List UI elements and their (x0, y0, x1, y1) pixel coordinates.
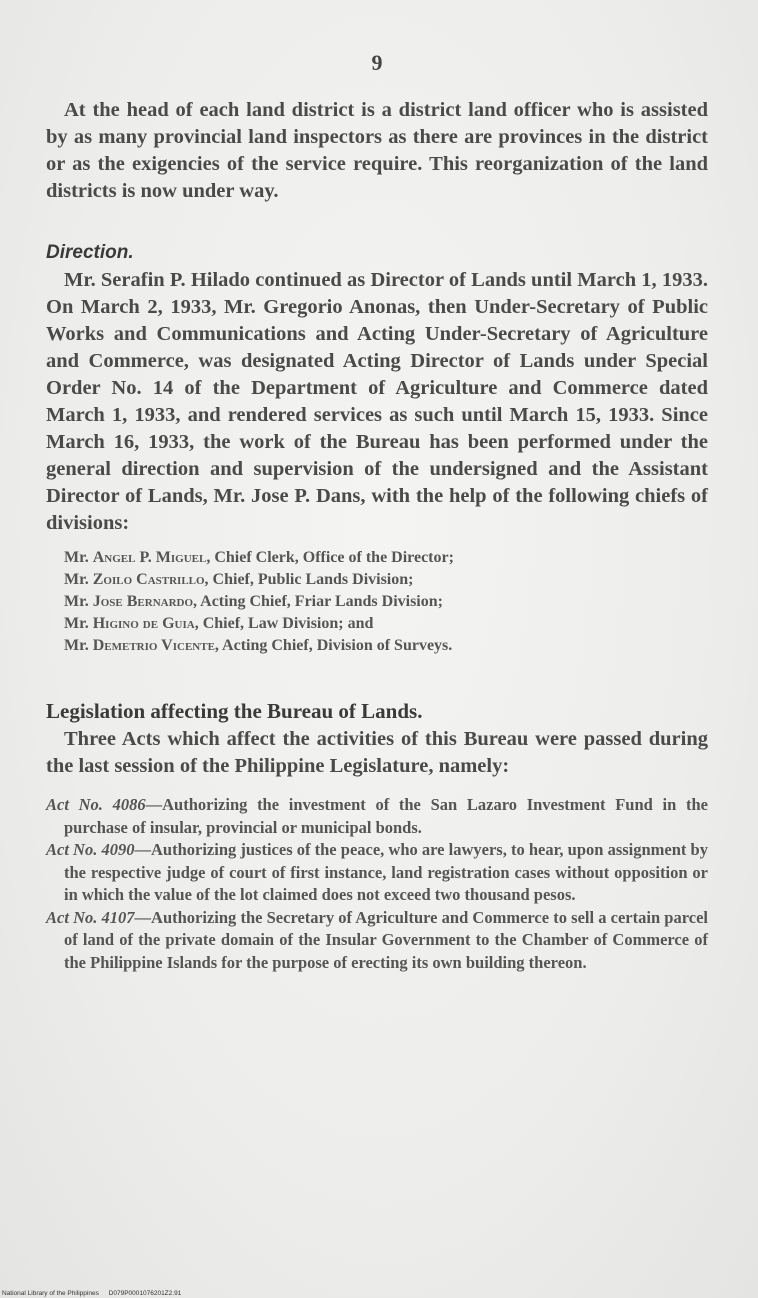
library-credit: National Library of the Philippines (2, 1290, 99, 1297)
chiefs-list (46, 547, 708, 657)
page-number: 9 (371, 50, 383, 75)
list-item: Mr. Angel P. Miguel, Chief Clerk, Office of the Director; (64, 549, 454, 566)
intro-paragraph: At the head of each land district is a district land officer who is assisted by as many provincial land inspectors as there are provinces in the district or as the exigencies of the service require. This reorganization of the land districts is now under way. (46, 99, 708, 202)
scan-footer (2, 1290, 181, 1297)
direction-paragraph: Mr. Serafin P. Hilado continued as Director of Lands until March 1, 1933. On March 2, 1933, Mr. Gregorio Anonas, then Under-Secretary of Public Works and Communications and Acting Under-Secretary of Agriculture and Commerce, was designated Acting Director of Lands under Special Order No. 14 of the Department of Agriculture and Commerce dated March 1, 1933, and rendered services as such until March 15, 1933. Since March 16, 1933, the work of the Bureau has been performed under the general direction and supervision of the undersigned and the Assistant Director of Lands, Mr. Jose P. Dans, with the help of the following chiefs of divisions: (46, 269, 708, 534)
list-item: Act No. 4107—Authorizing the Secretary of Agriculture and Commerce to sell a certain parcel of land of the private domain of the Insular Government to the Chamber of Commerce of the Philippine Islands for the purpose of erecting its own building thereon. (46, 907, 708, 972)
list-item: Act No. 4090—Authorizing justices of the peace, who are lawyers, to hear, upon assignment by the respective judge of court of first instance, land registration cases without opposition or in which the value of the lot claimed does not exceed two thousand pesos. (46, 840, 708, 904)
list-item: Mr. Demetrio Vicente, Acting Chief, Division of Surveys. (64, 637, 453, 654)
legislation-paragraph: Three Acts which affect the activities of this Bureau were passed during the last session of the Philippine Legislature, namely: (46, 728, 708, 777)
direction-section (46, 242, 708, 657)
list-item: Mr. Zoilo Castrillo, Chief, Public Lands Division; (64, 571, 414, 588)
direction-heading: Direction. (46, 242, 134, 263)
legislation-section (46, 699, 708, 974)
scan-code: D079P0001076201Z2.91 (108, 1290, 182, 1297)
acts-list (46, 794, 708, 974)
list-item: Mr. Higino de Guia, Chief, Law Division; and (64, 615, 374, 632)
list-item: Act No. 4086—Authorizing the investment of the San Lazaro Investment Fund in the purchase of insular, provincial or municipal bonds. (46, 795, 708, 837)
legislation-heading: Legislation affecting the Bureau of Lands. (46, 699, 423, 723)
list-item: Mr. Jose Bernardo, Acting Chief, Friar Lands Division; (64, 593, 443, 610)
